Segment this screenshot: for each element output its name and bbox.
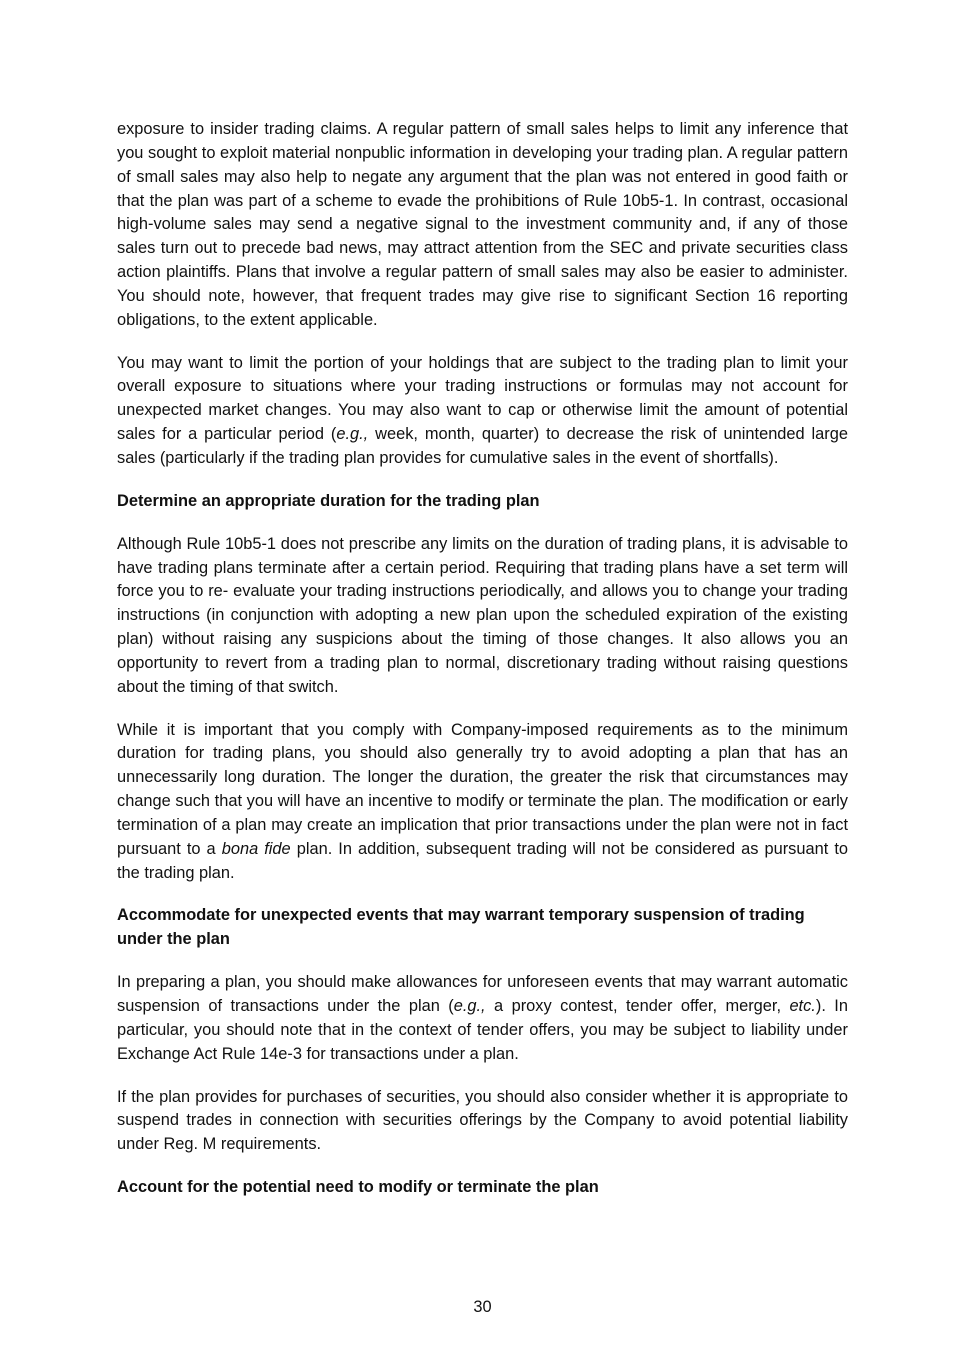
paragraph-limit-holdings xyxy=(117,352,848,471)
italic-text: e.g., xyxy=(453,997,486,1015)
document-body xyxy=(117,118,848,1200)
paragraph-text: You may want to limit the portion of your holdings that are subject to the trading plan to limit your overall exposure to situations where your trading instructions or formulas may not account for unexpected market changes. You may also want to cap or otherwise limit the amount of potential sales for a particular period ( xyxy=(117,353,848,444)
paragraph-text: plan. In addition, subsequent trading will not be considered as pursuant to the trading plan. xyxy=(117,839,848,882)
italic-text: etc. xyxy=(789,997,816,1015)
italic-text: bona fide xyxy=(221,839,291,858)
paragraph-insider-trading-exposure: exposure to insider trading claims. A regular pattern of small sales helps to limit any inference that you sought to exploit material nonpublic information in developing your trading plan. A regular pattern of small sales may also help to negate any argument that the plan was not entered in good faith or that the plan was part of a scheme to evade the prohibitions of Rule 10b5-1. In contrast, occasional high-volume sales may send a negative signal to the investment community and, if any of those sales turn out to precede bad news, may attract attention from the SEC and private securities class action plaintiffs. Plans that involve a regular pattern of small sales may also be easier to administer. You should note, however, that frequent trades may give rise to significant Section 16 reporting obligations, to the extent applicable. xyxy=(117,120,848,329)
paragraph-text: a proxy contest, tender offer, merger, xyxy=(485,997,790,1015)
paragraph-text: week, month, quarter) to decrease the risk of unintended large sales (particularly if the trading plan provides for cumulative sales in the event of shortfalls). xyxy=(117,425,848,467)
section-heading-duration: Determine an appropriate duration for the trading plan xyxy=(117,491,540,510)
paragraph-duration-limits: Although Rule 10b5-1 does not prescribe any limits on the duration of trading plans, it is advisable to have trading plans terminate after a certain period. Requiring that trading plans have a set term will force you to re- evaluate your trading instructions periodically, and allows you to change your trading instructions (in conjunction with adopting a new plan upon the scheduled expiration of the existing plan) without raising any suspicions about the timing of those changes. It also allows you an opportunity to revert from a trading plan to normal, discretionary trading without raising questions about the timing of that switch. xyxy=(117,534,848,696)
page-number: 30 xyxy=(473,1298,492,1316)
italic-text: e.g., xyxy=(336,425,369,444)
paragraph-unforeseen-events xyxy=(117,971,848,1066)
paragraph-text: While it is important that you comply with Company-imposed requirements as to the minimum duration for trading plans, you should also generally try to avoid adopting a plan that has an unnecessarily long duration. The longer the duration, the greater the risk that circumstances may change such that you will have an incentive to modify or terminate the plan. The modification or early termination of a plan may create an implication that prior transactions under the plan were not in fact pursuant to a xyxy=(117,720,848,858)
section-heading-suspension: Accommodate for unexpected events that may warrant temporary suspension of trading under the plan xyxy=(117,906,805,949)
paragraph-text: ). In particular, you should note that in the context of tender offers, you may be subject to liability under Exchange Act Rule 14e-3 for transactions under a plan. xyxy=(117,997,848,1063)
paragraph-text: In preparing a plan, you should make allowances for unforeseen events that may warrant automatic suspension of transactions under the plan ( xyxy=(117,973,848,1015)
paragraph-purchases: If the plan provides for purchases of securities, you should also consider whether it is appropriate to suspend trades in connection with securities offerings by the Company to avoid potential liability under Reg. M requirements. xyxy=(117,1087,848,1154)
section-heading-modify-terminate: Account for the potential need to modify or terminate the plan xyxy=(117,1178,599,1197)
paragraph-minimum-duration xyxy=(117,719,848,886)
